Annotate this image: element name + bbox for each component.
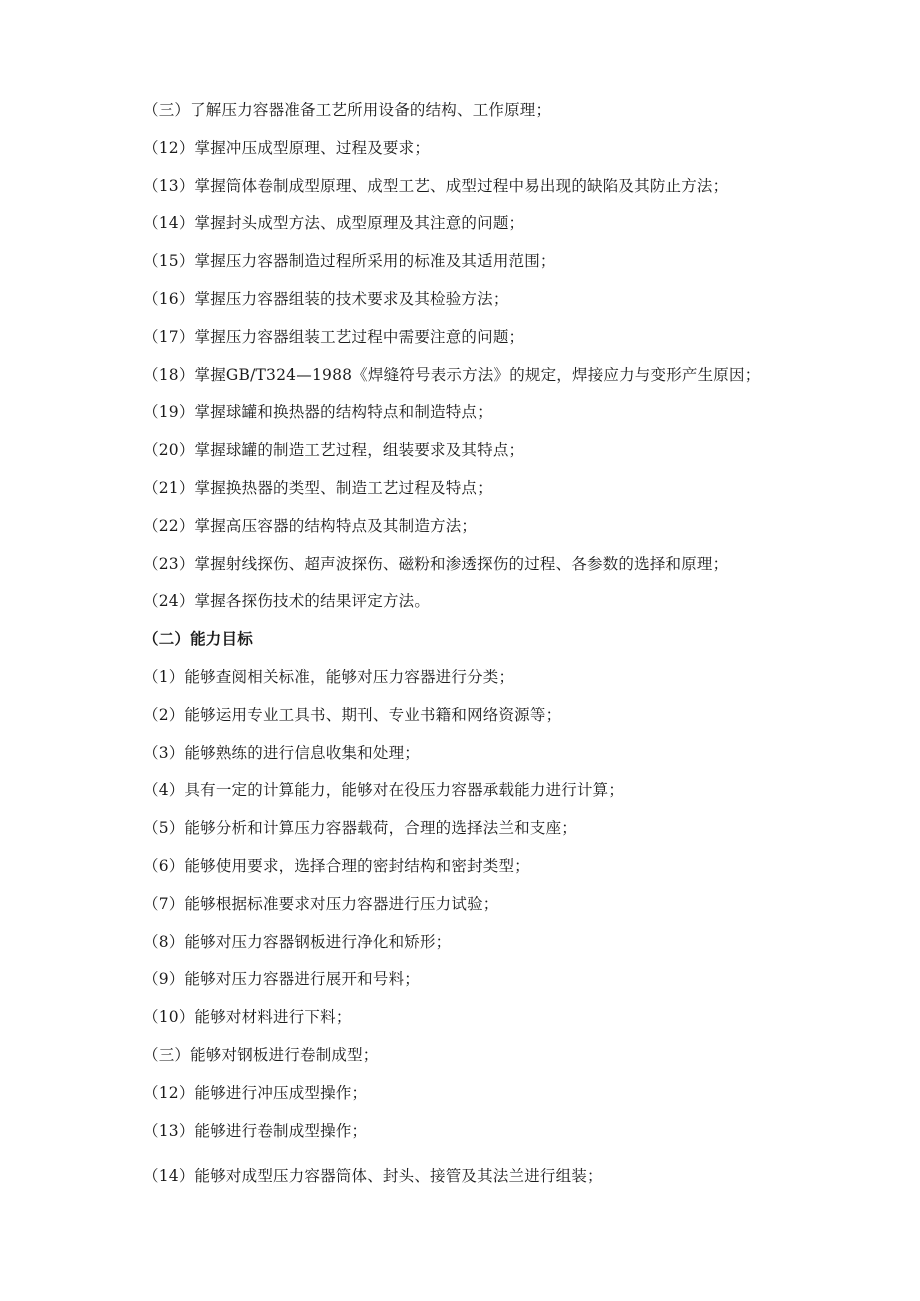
list-item: （5）能够分析和计算压力容器载荷，合理的选择法兰和支座； [143, 819, 577, 838]
list-item: （19）掌握球罐和换热器的结构特点和制造特点； [143, 403, 493, 422]
list-item: （14）能够对成型压力容器筒体、封头、接管及其法兰进行组装； [143, 1167, 603, 1186]
list-item: （17）掌握压力容器组装工艺过程中需要注意的问题； [143, 327, 525, 346]
list-item: （14）掌握封头成型方法、成型原理及其注意的问题； [143, 214, 525, 233]
list-item: （12）能够进行冲压成型操作； [143, 1083, 368, 1102]
list-item: （23）掌握射线探伤、超声波探伤、磁粉和渗透探伤的过程、各参数的选择和原理； [143, 554, 729, 573]
document-body [143, 97, 843, 1201]
list-item: （18）掌握GB/T324—1988《焊缝符号表示方法》的规定，焊接应力与变形产生原因； [143, 365, 761, 384]
list-item: （8）能够对压力容器钢板进行净化和矫形； [143, 932, 452, 951]
list-item: （2）能够运用专业工具书、期刊、专业书籍和网络资源等； [143, 705, 562, 724]
list-item: （1）能够查阅相关标准，能够对压力容器进行分类； [143, 667, 515, 686]
list-item: （9）能够对压力容器进行展开和号料； [143, 970, 420, 989]
list-item: （21）掌握换热器的类型、制造工艺过程及特点； [143, 478, 493, 497]
knowledge-list [143, 97, 843, 626]
list-item: （6）能够使用要求，选择合理的密封结构和密封类型； [143, 856, 530, 875]
list-item: （22）掌握高压容器的结构特点及其制造方法； [143, 516, 478, 535]
list-item: （10）能够对材料进行下料； [143, 1008, 352, 1027]
list-item: （7）能够根据标准要求对压力容器进行压力试验； [143, 894, 499, 913]
list-item: （16）掌握压力容器组装的技术要求及其检验方法； [143, 289, 509, 308]
list-item: （24）掌握各探伤技术的结果评定方法。 [143, 592, 431, 611]
paragraph-gap [143, 1155, 843, 1163]
list-item: （20）掌握球罐的制造工艺过程，组装要求及其特点； [143, 441, 525, 460]
list-item: （3）能够熟练的进行信息收集和处理； [143, 743, 420, 762]
list-item: （三）能够对钢板进行卷制成型； [143, 1045, 379, 1064]
list-item: （13）能够进行卷制成型操作； [143, 1121, 368, 1140]
list-item: （15）掌握压力容器制造过程所采用的标准及其适用范围； [143, 252, 556, 271]
list-item: （13）掌握筒体卷制成型原理、成型工艺、成型过程中易出现的缺陷及其防止方法； [143, 176, 729, 195]
list-item: （三）了解压力容器准备工艺所用设备的结构、工作原理； [143, 101, 552, 119]
ability-list [143, 664, 843, 1155]
list-item: （4）具有一定的计算能力，能够对在役压力容器承载能力进行计算； [143, 781, 625, 800]
section-heading: （二）能力目标 [143, 630, 253, 649]
list-item: （12）掌握冲压成型原理、过程及要求； [143, 138, 431, 157]
